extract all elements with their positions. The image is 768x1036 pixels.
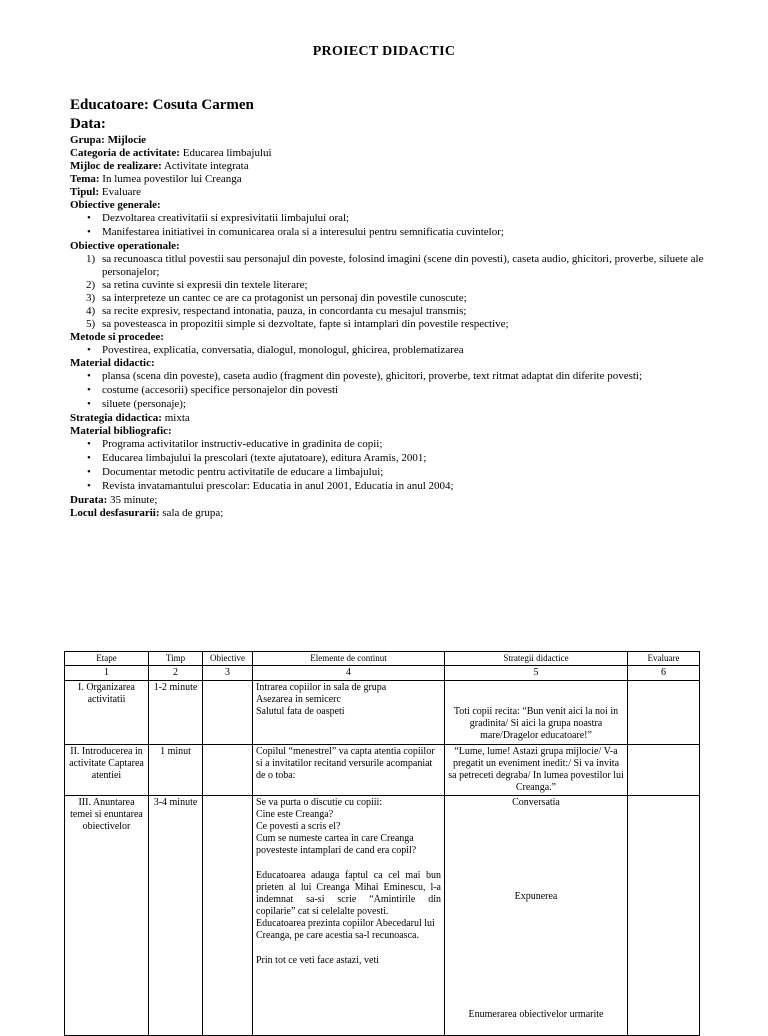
evaluare-cell bbox=[628, 681, 700, 745]
continut-line: Se va purta o discutie cu copiii: bbox=[256, 797, 383, 808]
number-cell: 6 bbox=[628, 666, 700, 681]
objectives-general-list bbox=[70, 212, 710, 239]
header-cell: Strategii didactice bbox=[445, 652, 628, 666]
bibliografic-heading: Material bibliografic: bbox=[70, 425, 172, 437]
tipul-line: Tipul: Evaluare bbox=[70, 186, 141, 198]
list-item: 4) sa recite expresiv, respectand intonatia, pauza, in concordanta cu mesajul transmis; bbox=[86, 305, 467, 317]
lesson-plan-table bbox=[64, 651, 700, 1036]
bibliografic-list bbox=[70, 438, 710, 493]
tema-line: Tema: In lumea povestilor lui Creanga bbox=[70, 173, 242, 185]
continut-paragraph: Educatoarea prezinta copiilor Abecedarul lui Creanga, pe care acestia sa-l recunoasca. bbox=[256, 918, 435, 941]
objectives-operational-list bbox=[70, 253, 710, 331]
etapa-cell: II. Introducerea in activitate Captarea atentiei bbox=[65, 745, 149, 796]
list-item: • Educarea limbajului la prescolari (texte ajutatoare), editura Aramis, 2001; bbox=[102, 452, 710, 465]
locul-line: Locul desfasurarii: sala de grupa; bbox=[70, 507, 224, 519]
list-item: 2) sa retina cuvinte si expresii din textele literare; bbox=[86, 279, 308, 291]
obiective-cell bbox=[203, 681, 253, 745]
header-cell: Timp bbox=[149, 652, 203, 666]
continut-cell bbox=[253, 796, 445, 1036]
list-item: 3) sa interpreteze un cantec ce are ca protagonist un personaj din povestile cunoscute; bbox=[86, 292, 467, 304]
evaluare-cell bbox=[628, 745, 700, 796]
continut-line: Cine este Creanga? bbox=[256, 809, 334, 820]
number-cell: 3 bbox=[203, 666, 253, 681]
strategii-cell bbox=[445, 681, 628, 745]
list-item: • Povestirea, explicatia, conversatia, dialogul, monologul, ghicirea, problematizarea bbox=[102, 344, 710, 357]
list-item: • Revista invatamantului prescolar: Educatia in anul 2001, Educatia in anul 2004; bbox=[102, 480, 710, 493]
durata-line: Durata: 35 minute; bbox=[70, 494, 158, 506]
header-cell: Elemente de continut bbox=[253, 652, 445, 666]
timp-cell: 1 minut bbox=[149, 745, 203, 796]
data-label: Data: bbox=[70, 116, 106, 132]
continut-line: Ce povesti a scris el? bbox=[256, 821, 341, 832]
table-row bbox=[65, 796, 700, 1036]
document-title: PROIECT DIDACTIC bbox=[312, 44, 456, 59]
table-row bbox=[65, 681, 700, 745]
categoria-line: Categoria de activitate: Educarea limbajului bbox=[70, 147, 272, 159]
continut-line: Cum se numeste cartea in care Creanga povesteste intamplari de cand era copil? bbox=[256, 833, 417, 856]
grupa-line: Grupa: Mijlocie bbox=[70, 134, 147, 146]
metode-heading: Metode si procedee: bbox=[70, 331, 164, 343]
list-item: • Programa activitatilor instructiv-educative in gradinita de copii; bbox=[102, 438, 710, 451]
list-item: • plansa (scena din poveste), caseta audio (fragment din poveste), ghicitori, proverbe, text ritmat adaptat din diferite povesti; bbox=[102, 370, 710, 383]
obiective-cell bbox=[203, 745, 253, 796]
list-item: • costume (accesorii) specifice personajelor din povesti bbox=[102, 384, 710, 397]
header-cell: Obiective bbox=[203, 652, 253, 666]
objectives-operational-heading: Obiective operationale: bbox=[70, 240, 180, 252]
timp-cell: 1-2 minute bbox=[149, 681, 203, 745]
list-item: • Manifestarea initiativei in comunicarea orala si a interesului pentru semnificatia cuvintelor; bbox=[102, 226, 710, 239]
number-cell: 4 bbox=[253, 666, 445, 681]
table-header-row bbox=[65, 652, 700, 666]
objectives-general-heading: Obiective generale: bbox=[70, 199, 161, 211]
material-heading: Material didactic: bbox=[70, 357, 155, 369]
continut-line: Asezarea in semicerc bbox=[256, 694, 341, 705]
list-item: • siluete (personaje); bbox=[102, 398, 710, 411]
mijloc-line: Mijloc de realizare: Activitate integrata bbox=[70, 160, 249, 172]
strategia-line: Strategia didactica: mixta bbox=[70, 412, 190, 424]
timp-cell: 3-4 minute bbox=[149, 796, 203, 1036]
number-cell: 2 bbox=[149, 666, 203, 681]
number-cell: 1 bbox=[65, 666, 149, 681]
number-cell: 5 bbox=[445, 666, 628, 681]
continut-cell bbox=[253, 681, 445, 745]
table-row bbox=[65, 745, 700, 796]
project-info bbox=[70, 134, 710, 520]
continut-cell: Copilul “menestrel” va capta atentia copiilor si a invitatilor recitand versurile acompaniat de o toba: bbox=[253, 745, 445, 796]
list-item: 1) sa recunoasca titlul povestii sau personajul din poveste, folosind imagini (scene din povesti), caseta audio, ghicitori, proverbe, siluete ale personajelor; bbox=[86, 253, 704, 278]
strategii-cell bbox=[445, 796, 628, 1036]
metode-list bbox=[70, 344, 710, 357]
list-item: • Dezvoltarea creativitatii si expresivitatii limbajului oral; bbox=[102, 212, 710, 225]
header-cell: Etape bbox=[65, 652, 149, 666]
obiective-cell bbox=[203, 796, 253, 1036]
list-item: • Documentar metodic pentru activitatile de educare a limbajului; bbox=[102, 466, 710, 479]
table-number-row bbox=[65, 666, 700, 681]
strategii-text: Expunerea bbox=[514, 891, 558, 902]
strategii-text: Enumerarea obiectivelor urmarite bbox=[468, 1009, 604, 1020]
strategii-text: Toti copii recita: “Bun venit aici la noi in gradinita/ Si aici la grupa noastra mare/Dragelor educatoare!” bbox=[453, 706, 619, 741]
list-item: 5) sa povesteasca in propozitii simple si dezvoltate, fapte si intamplari din povestile respective; bbox=[86, 318, 509, 330]
continut-paragraph: Prin tot ce veti face astazi, veti bbox=[256, 955, 380, 966]
etapa-cell: III. Anuntarea temei si enuntarea obiectivelor bbox=[65, 796, 149, 1036]
material-list bbox=[70, 370, 710, 411]
continut-paragraph: Educatoarea adauga faptul ca cel mai bun prieten al lui Creanga Mihai Eminescu, l-a indemnat sa-si scrie “Amintirile din copilarie” cat si celelalte povesti. bbox=[256, 870, 441, 917]
continut-line: Salutul fata de oaspeti bbox=[256, 706, 345, 717]
continut-line: Intrarea copiilor in sala de grupa bbox=[256, 682, 387, 693]
etapa-cell: I. Organizarea activitatii bbox=[65, 681, 149, 745]
evaluare-cell bbox=[628, 796, 700, 1036]
strategii-cell: “Lume, lume! Astazi grupa mijlocie/ V-a pregatit un eveniment inedit:/ Si va invita sa petreceti degraba/ In lumea povestilor lui Creanga.” bbox=[445, 745, 628, 796]
strategii-text: Conversatia bbox=[512, 797, 560, 808]
educatoare-line: Educatoare: Cosuta Carmen bbox=[70, 97, 254, 113]
header-cell: Evaluare bbox=[628, 652, 700, 666]
